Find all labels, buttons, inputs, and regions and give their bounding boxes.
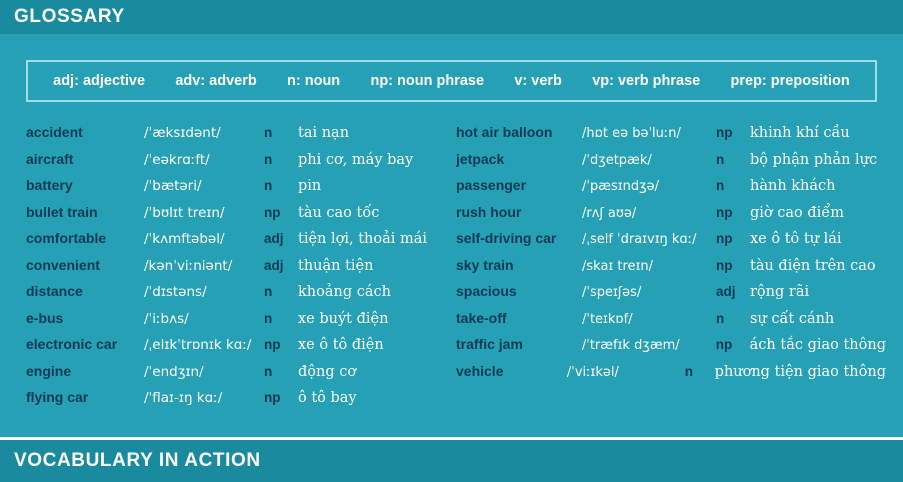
- entry-pos: np: [716, 204, 733, 220]
- vocabulary-in-action-title: VOCABULARY IN ACTION: [14, 450, 261, 471]
- glossary-entry: [26, 389, 456, 416]
- entry-pos: np: [716, 231, 733, 246]
- legend-item-vp: vp: verb phrase: [592, 73, 701, 89]
- glossary-entry: [456, 124, 886, 151]
- glossary-entry: [26, 257, 456, 284]
- glossary-entry: [26, 177, 456, 204]
- entry-meaning: giờ cao điểm: [750, 204, 844, 221]
- entry-meaning: thuận tiện: [298, 257, 374, 274]
- entry-ipa: /ˈdʒetpæk/: [582, 152, 652, 168]
- entry-meaning: động cơ: [298, 363, 357, 380]
- glossary-entry: [26, 336, 456, 363]
- entry-word: take-off: [456, 309, 507, 326]
- entry-ipa: /ˈflaɪ-ɪŋ kɑː/: [144, 390, 223, 406]
- entry-ipa: /ˈtræfɪk dʒæm/: [581, 338, 680, 353]
- entry-meaning: xe buýt điện: [298, 310, 389, 327]
- entry-meaning: phương tiện giao thông: [714, 363, 886, 380]
- entry-pos: np: [264, 390, 281, 405]
- glossary-header-bar: [0, 0, 903, 34]
- entry-ipa: /ˈpæsɪndʒə/: [582, 179, 659, 194]
- entry-pos: np: [715, 337, 733, 352]
- entry-pos: n: [716, 178, 725, 193]
- entry-pos: adj: [264, 257, 284, 273]
- entry-word: jetpack: [456, 150, 505, 167]
- entry-pos: n: [264, 151, 273, 167]
- entry-word: convenient: [26, 256, 100, 273]
- entry-meaning: hành khách: [750, 178, 836, 194]
- entry-word: electronic car: [26, 336, 118, 352]
- legend-item-adv: adv: adverb: [175, 73, 257, 89]
- glossary-entry: [456, 363, 886, 390]
- entry-pos: n: [716, 310, 725, 326]
- glossary-entry: [26, 283, 456, 310]
- entry-pos: adj: [264, 231, 284, 246]
- entry-ipa: /ˈbætəri/: [144, 178, 202, 194]
- entry-ipa: /ˈeəkrɑːft/: [144, 151, 210, 168]
- entry-pos: np: [716, 257, 733, 273]
- entry-word: aircraft: [26, 150, 74, 167]
- entry-meaning: khoảng cách: [298, 284, 391, 300]
- entry-meaning: pin: [298, 178, 322, 194]
- glossary-entry: [456, 336, 886, 363]
- entry-word: rush hour: [456, 203, 522, 220]
- entry-meaning: khinh khí cầu: [750, 125, 850, 141]
- entry-pos: n: [264, 125, 273, 140]
- entry-meaning: phi cơ, máy bay: [298, 151, 414, 168]
- entry-meaning: bộ phận phản lực: [750, 151, 878, 168]
- entry-ipa: /skaɪ treɪn/: [582, 258, 653, 274]
- glossary-entry: [456, 283, 886, 310]
- entry-word: spacious: [456, 283, 517, 299]
- glossary-entry: [26, 204, 456, 231]
- entry-meaning: tàu điện trên cao: [750, 257, 876, 274]
- entry-word: accident: [26, 124, 83, 140]
- entry-pos: n: [264, 310, 273, 326]
- entry-meaning: ách tắc giao thông: [749, 337, 886, 353]
- entry-pos: adj: [716, 284, 736, 299]
- glossary-title: GLOSSARY: [14, 6, 125, 27]
- legend-item-n: n: noun: [287, 73, 341, 89]
- entry-ipa: /ˌself ˈdraɪvɪŋ kɑː/: [582, 232, 697, 247]
- entry-ipa: /ˈendʒɪn/: [144, 363, 204, 380]
- entry-word: self-driving car: [456, 230, 557, 246]
- entry-ipa: /ˈteɪkɒf/: [582, 311, 633, 327]
- glossary-entry: [26, 124, 456, 151]
- entry-word: flying car: [26, 389, 89, 405]
- entry-ipa: /ˈbʊlɪt treɪn/: [144, 204, 225, 221]
- entry-meaning: rộng rãi: [750, 284, 810, 300]
- entry-meaning: xe ô tô điện: [298, 337, 384, 353]
- entry-word: passenger: [456, 177, 527, 193]
- glossary-entry: [26, 310, 456, 337]
- entry-pos: np: [264, 204, 281, 220]
- entry-word: sky train: [456, 256, 514, 273]
- entry-pos: n: [264, 178, 273, 193]
- glossary-column-right: [456, 124, 886, 416]
- entry-meaning: ô tô bay: [298, 390, 357, 406]
- entry-word: battery: [26, 177, 73, 193]
- entry-word: vehicle: [456, 362, 504, 379]
- entry-meaning: sự cất cánh: [750, 310, 835, 327]
- entry-meaning: tai nạn: [298, 125, 350, 141]
- legend-item-prep: prep: preposition: [730, 73, 850, 89]
- glossary-body-panel: [0, 34, 903, 437]
- entry-ipa: /kənˈviːniənt/: [144, 257, 233, 274]
- entry-word: distance: [26, 283, 83, 299]
- entry-meaning: tiện lợi, thoải mái: [298, 231, 428, 247]
- entry-pos: n: [264, 284, 273, 299]
- entry-pos: n: [684, 363, 693, 379]
- entry-ipa: /hɒt eə bəˈluːn/: [582, 126, 681, 141]
- entry-pos: n: [716, 151, 725, 167]
- entry-meaning: tàu cao tốc: [298, 204, 380, 221]
- entry-meaning: xe ô tô tự lái: [750, 231, 842, 247]
- abbreviation-legend: [26, 60, 877, 102]
- glossary-columns: [26, 124, 886, 416]
- entry-ipa: /ˌelɪkˈtrɒnɪk kɑː/: [144, 337, 252, 353]
- entry-ipa: /rʌʃ aʊə/: [582, 205, 637, 221]
- glossary-entry: [26, 151, 456, 178]
- entry-ipa: /ˈviːɪkəl/: [566, 364, 619, 380]
- entry-word: comfortable: [26, 230, 107, 246]
- entry-ipa: /ˈdɪstəns/: [144, 284, 207, 300]
- entry-ipa: /ˈkʌmftəbəl/: [144, 231, 225, 247]
- glossary-entry: [456, 204, 886, 231]
- vocabulary-in-action-header-bar: [0, 437, 903, 482]
- glossary-entry: [456, 310, 886, 337]
- entry-word: e-bus: [26, 309, 64, 326]
- glossary-entry: [456, 257, 886, 284]
- entry-word: engine: [26, 362, 72, 379]
- entry-word: bullet train: [26, 203, 98, 220]
- glossary-entry: [26, 363, 456, 390]
- legend-item-np: np: noun phrase: [370, 73, 485, 89]
- legend-item-adj: adj: adjective: [53, 73, 146, 89]
- glossary-column-left: [26, 124, 456, 416]
- glossary-entry: [26, 230, 456, 257]
- entry-pos: np: [264, 337, 281, 352]
- entry-ipa: /ˈspeɪʃəs/: [582, 285, 642, 300]
- legend-item-v: v: verb: [514, 73, 562, 89]
- glossary-entry: [456, 230, 886, 257]
- entry-pos: np: [716, 125, 733, 140]
- entry-pos: n: [264, 363, 273, 379]
- glossary-entry: [456, 151, 886, 178]
- entry-word: hot air balloon: [456, 124, 553, 140]
- glossary-entry: [456, 177, 886, 204]
- entry-ipa: /ˈæksɪdənt/: [144, 125, 221, 141]
- entry-word: traffic jam: [456, 336, 523, 352]
- entry-ipa: /ˈiːbʌs/: [144, 310, 189, 327]
